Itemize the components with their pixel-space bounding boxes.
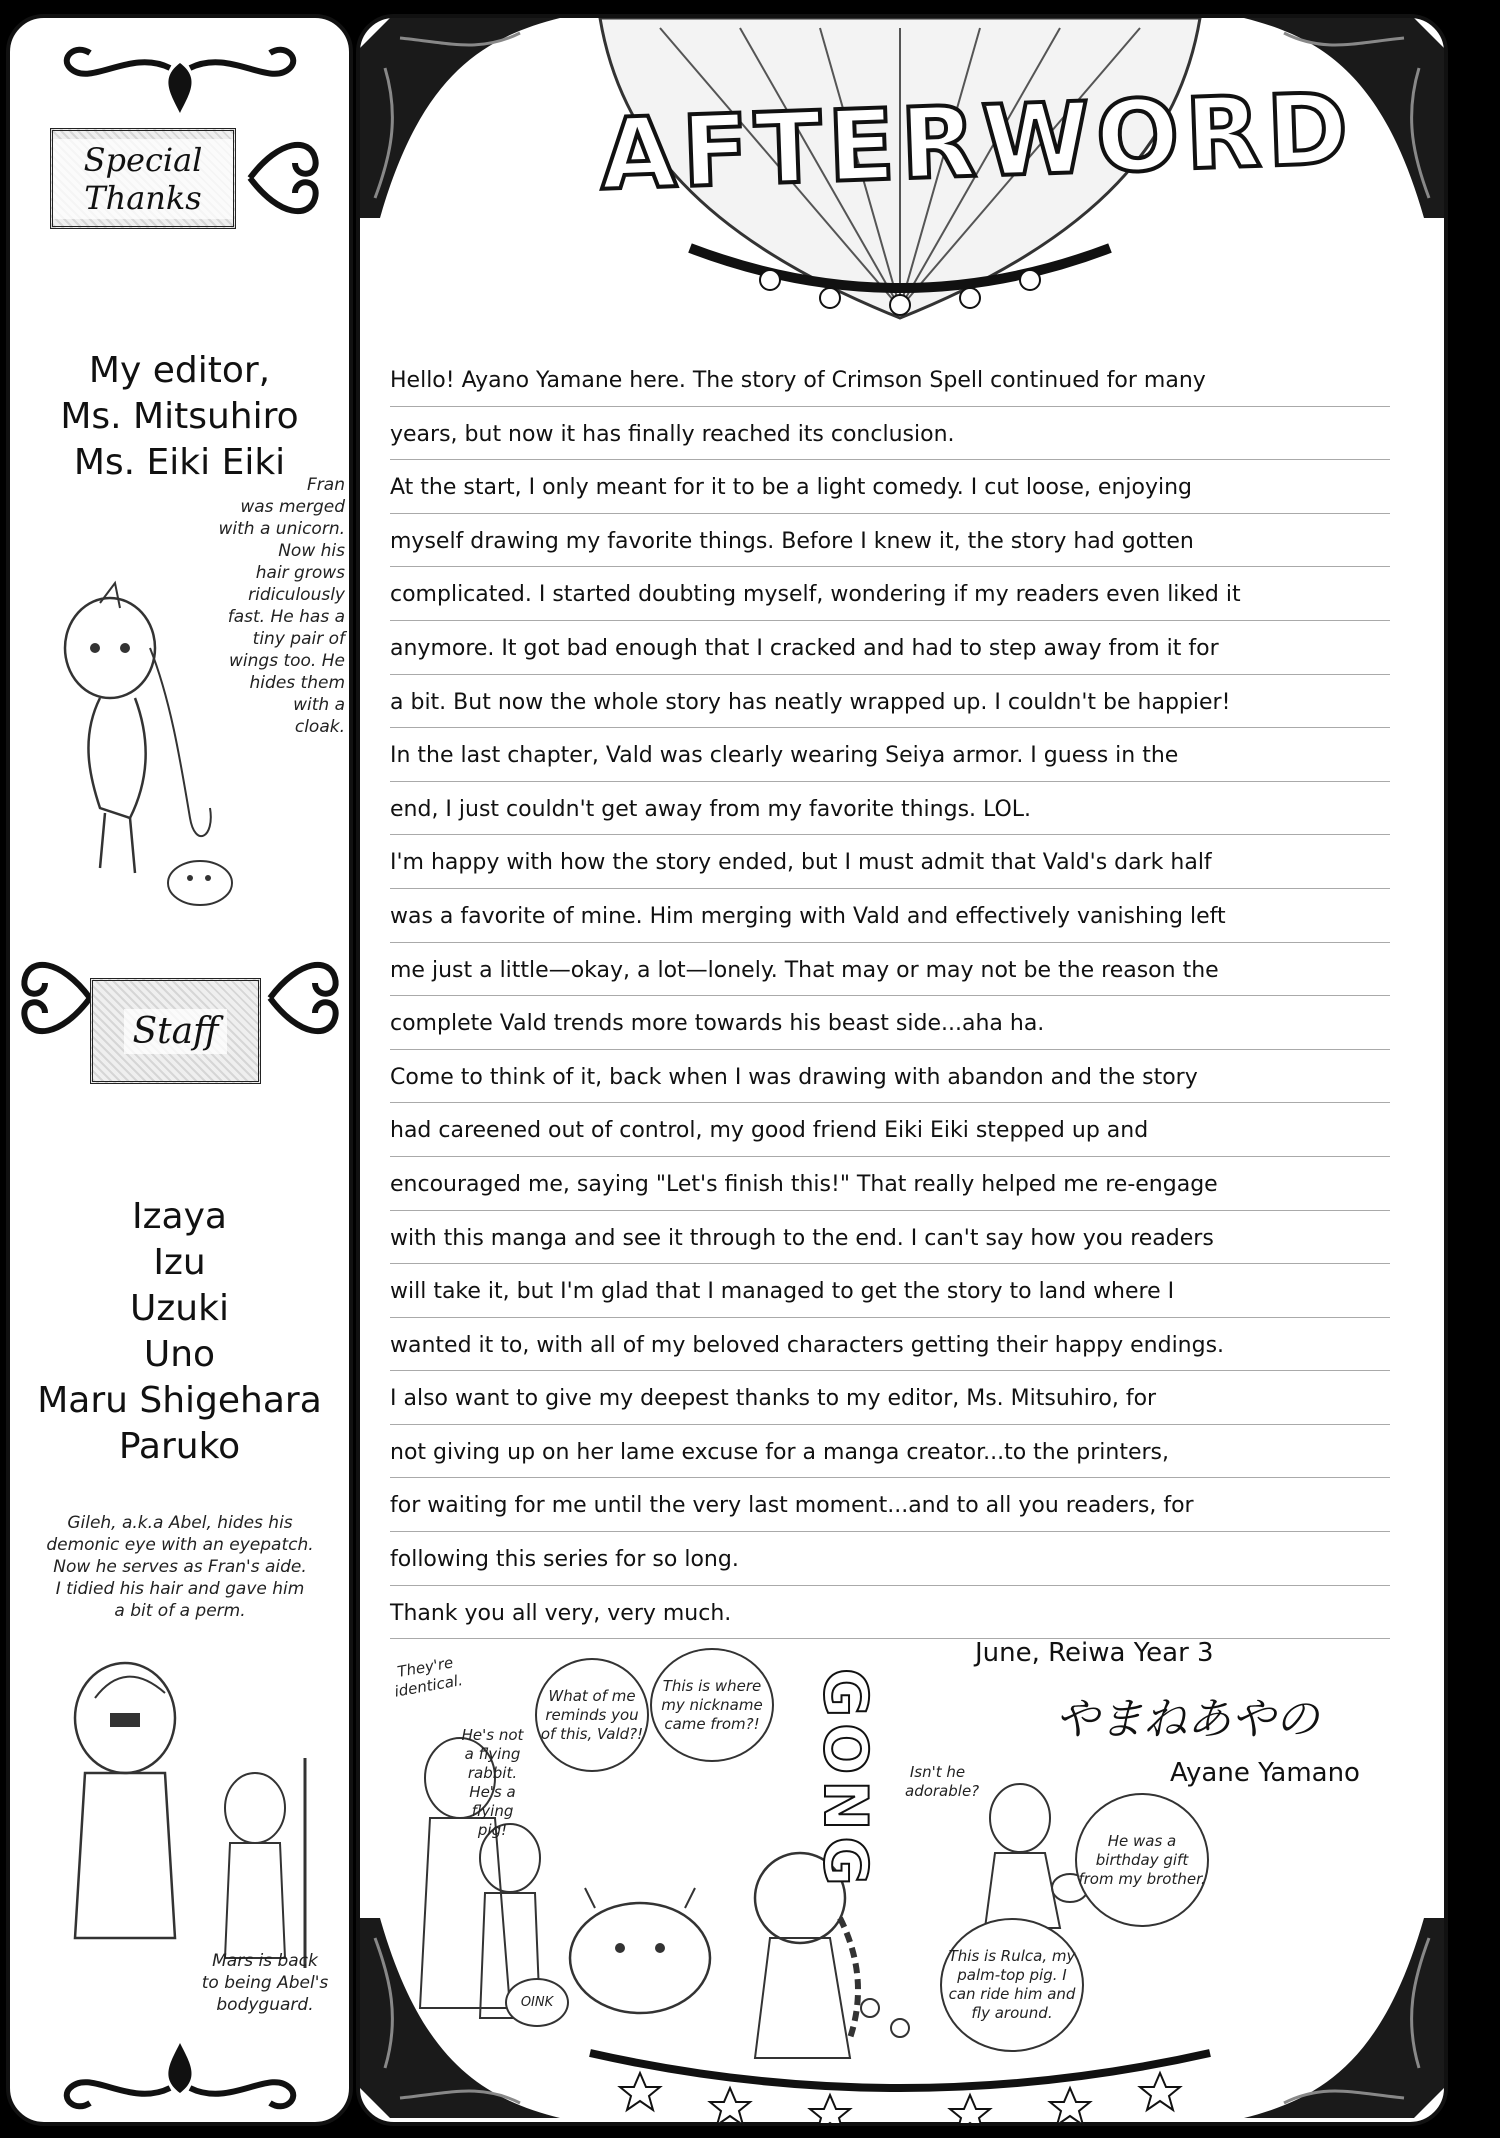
editor-credit-1: My editor, xyxy=(88,350,271,391)
staff-name-1: Izaya xyxy=(132,1196,227,1237)
editor-credit-2: Ms. Mitsuhiro xyxy=(60,396,299,437)
body-line: I also want to give my deepest thanks to my editor, Ms. Mitsuhiro, for xyxy=(390,1371,1390,1425)
mid-scroll-ornament-right xyxy=(260,938,350,1058)
fran-illustration xyxy=(40,578,260,918)
body-line: years, but now it has finally reached its conclusion. xyxy=(390,407,1390,461)
side-scroll-ornament xyxy=(240,118,330,238)
body-line: Thank you all very, very much. xyxy=(390,1586,1390,1640)
special-thanks-label: Special Thanks xyxy=(53,139,233,219)
body-line: At the start, I only meant for it to be a light comedy. I cut loose, enjoying xyxy=(390,460,1390,514)
body-line: will take it, but I'm glad that I managed to get the story to land where I xyxy=(390,1264,1390,1318)
staff-name-6: Paruko xyxy=(118,1426,241,1467)
body-line: complete Vald trends more towards his beast side...aha ha. xyxy=(390,996,1390,1050)
body-line: with this manga and see it through to the end. I can't say how you readers xyxy=(390,1211,1390,1265)
caption-identical: They're identical. xyxy=(393,1653,465,1701)
staff-name-3: Uzuki xyxy=(130,1288,229,1329)
special-thanks-plaque xyxy=(50,128,236,229)
body-line: In the last chapter, Vald was clearly wearing Seiya armor. I guess in the xyxy=(390,728,1390,782)
bubble-rulca: This is Rulca, my palm-top pig. I can ride him and fly around. xyxy=(940,1918,1084,2052)
signature-script: やまねあやの xyxy=(1055,1694,1319,1745)
gileh-mars-illustration xyxy=(35,1638,335,1988)
body-line: anymore. It got bad enough that I cracked and had to step away from it for xyxy=(390,621,1390,675)
body-line: Hello! Ayano Yamane here. The story of Crimson Spell continued for many xyxy=(390,353,1390,407)
editor-credit-3: Ms. Eiki Eiki xyxy=(73,442,286,483)
afterword-title: AFTERWORD xyxy=(598,72,1356,213)
body-line: wanted it to, with all of my beloved characters getting their happy endings. xyxy=(390,1318,1390,1372)
body-line: was a favorite of mine. Him merging with Vald and effectively vanishing left xyxy=(390,889,1390,943)
body-line: not giving up on her lame excuse for a manga creator...to the printers, xyxy=(390,1425,1390,1479)
caption-adorable: Isn't he adorable? xyxy=(905,1763,980,1800)
caption-flying-pig: He's not a flying rabbit. He's a flying pig! xyxy=(461,1726,524,1839)
afterword-panel xyxy=(356,14,1448,2126)
body-line: Come to think of it, back when I was drawing with abandon and the story xyxy=(390,1050,1390,1104)
body-line: end, I just couldn't get away from my favorite things. LOL. xyxy=(390,782,1390,836)
body-line: had careened out of control, my good friend Eiki Eiki stepped up and xyxy=(390,1103,1390,1157)
staff-plaque xyxy=(90,978,261,1084)
bubble-reminds: What of me reminds you of this, Vald?! xyxy=(535,1658,649,1772)
body-line: encouraged me, saying "Let's finish this!" That really helped me re-engage xyxy=(390,1157,1390,1211)
body-line: complicated. I started doubting myself, wondering if my readers even liked it xyxy=(390,567,1390,621)
body-line: for waiting for me until the very last moment...and to all you readers, for xyxy=(390,1478,1390,1532)
staff-name-4: Uno xyxy=(143,1334,216,1375)
gileh-note: Gileh, a.k.a Abel, hides his demonic eye with an eyepatch. Now he serves as Fran's aide. I tidied his hair and gave him a bit of a perm. xyxy=(46,1513,314,1621)
sidebar-panel xyxy=(6,14,353,2126)
body-line: following this series for so long. xyxy=(390,1532,1390,1586)
body-line: me just a little—okay, a lot—lonely. That may or may not be the reason the xyxy=(390,943,1390,997)
afterword-date: June, Reiwa Year 3 xyxy=(975,1638,1214,1668)
body-line: a bit. But now the whole story has neatly wrapped up. I couldn't be happier! xyxy=(390,675,1390,729)
gong-sound-effect: GONG xyxy=(810,1668,880,1892)
bubble-nickname: This is where my nickname came from?! xyxy=(650,1648,774,1762)
staff-label: Staff xyxy=(124,1009,226,1054)
body-line: I'm happy with how the story ended, but I must admit that Vald's dark half xyxy=(390,835,1390,889)
bubble-gift: He was a birthday gift from my brother. xyxy=(1075,1793,1209,1927)
mars-note: Mars is back to being Abel's bodyguard. xyxy=(201,1951,329,2015)
bubble-oink: OINK xyxy=(505,1978,569,2027)
signature-name: Ayane Yamano xyxy=(1170,1758,1360,1788)
staff-name-5: Maru Shigehara xyxy=(37,1380,322,1421)
staff-name-2: Izu xyxy=(153,1242,206,1283)
fran-note: Fran was merged with a unicorn. Now his hair grows ridiculously fast. He has a tiny pair of wings too. He hides them with a cloak. xyxy=(218,475,345,737)
corner-ornament-top-left xyxy=(360,18,560,218)
corner-ornament-bottom-right xyxy=(1244,1918,1444,2118)
afterword-body xyxy=(390,353,1390,1639)
top-scroll-ornament xyxy=(50,38,310,118)
mid-scroll-ornament xyxy=(10,938,100,1058)
body-line: myself drawing my favorite things. Before I knew it, the story had gotten xyxy=(390,514,1390,568)
bottom-scroll-ornament xyxy=(50,2038,310,2118)
bottom-star-garland xyxy=(580,2043,1220,2123)
